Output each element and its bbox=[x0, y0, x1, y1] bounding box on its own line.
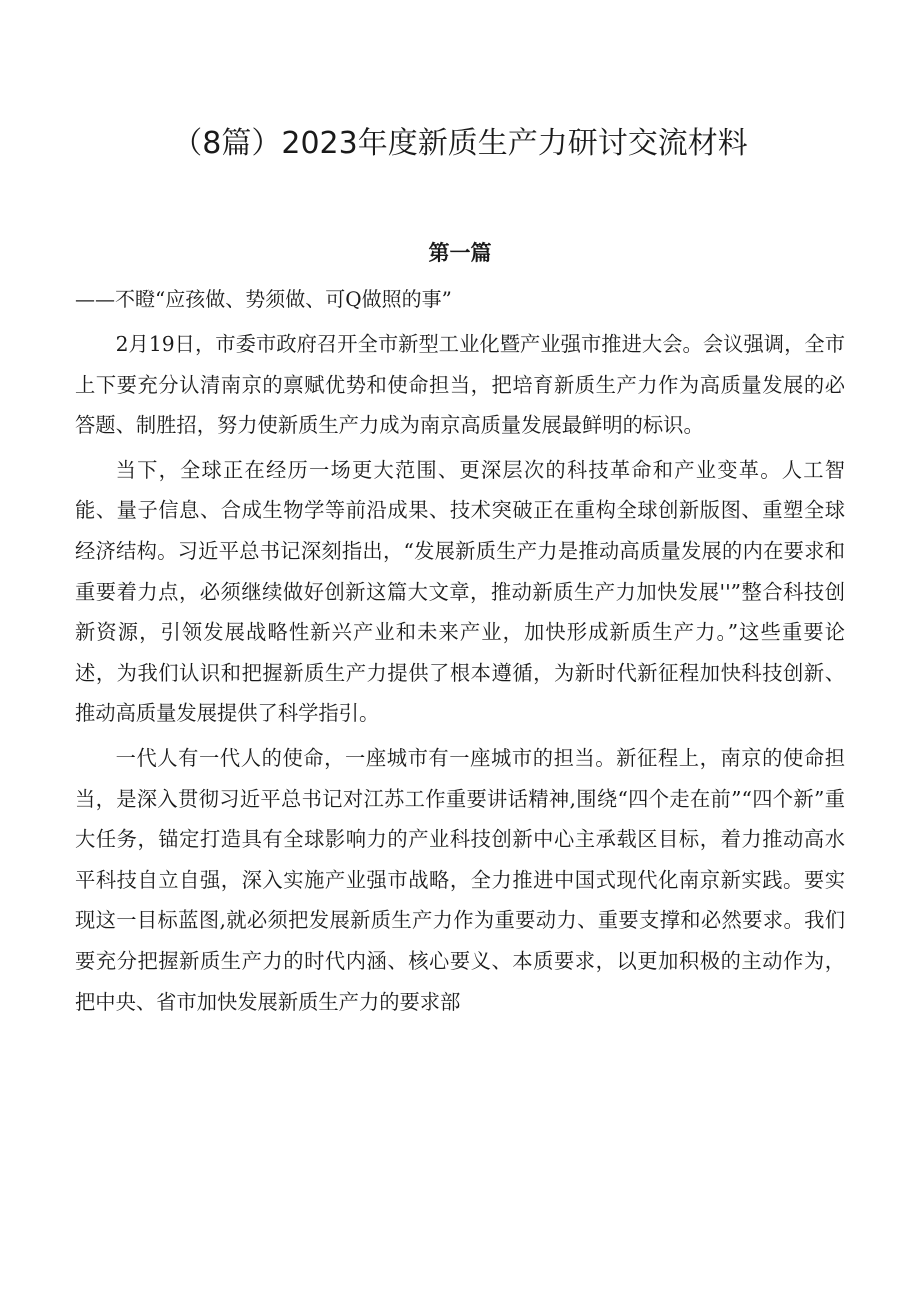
document-title: （8篇）2023年度新质生产力研讨交流材料 bbox=[172, 126, 748, 161]
paragraph-3: 一代人有一代人的使命，一座城市有一座城市的担当。新征程上，南京的使命担当，是深入贯彻习近平总书记对江苏工作重要讲话精神,围绕“四个走在前”“四个新”重大任务，锚定打造具有全球影响力的产业科技创新中心主承载区目标，着力推动高水平科技自立自强，深入实施产业强市战略，全力推进中国式现代化南京新实践。要实现这一目标蓝图,就必须把发展新质生产力作为重要动力、重要支撑和必然要求。我们要充分把握新质生产力的时代内涵、核心要义、本质要求，以更加积极的主动作为，把中央、省市加快发展新质生产力的要求部 bbox=[75, 745, 845, 1014]
document-body bbox=[75, 324, 845, 1022]
section-heading: 第一篇 bbox=[428, 241, 492, 265]
paragraph-2: 当下，全球正在经历一场更大范围、更深层次的科技革命和产业变革。人工智能、量子信息、合成生物学等前沿成果、技术突破正在重构全球创新版图、重塑全球经济结构。习近平总书记深刻指出，“发展新质生产力是推动高质量发展的内在要求和重要着力点，必须继续做好创新这篇大文章，推动新质生产力加快发展''”整合科技创新资源，引领发展战略性新兴产业和未来产业，加快形成新质生产力。”这些重要论述，为我们认识和把握新质生产力提供了根本遵循，为新时代新征程加快科技创新、推动高质量发展提供了科学指引。 bbox=[75, 457, 845, 726]
paragraph-1: 2月19日，市委市政府召开全市新型工业化暨产业强市推进大会。会议强调，全市上下要充分认清南京的禀赋优势和使命担当，把培育新质生产力作为高质量发展的必答题、制胜招，努力使新质生产力成为南京高质量发展最鲜明的标识。 bbox=[75, 332, 845, 438]
section-subtitle: ——不瞪“应孩做、势须做、可Q做照的事” bbox=[75, 287, 452, 311]
